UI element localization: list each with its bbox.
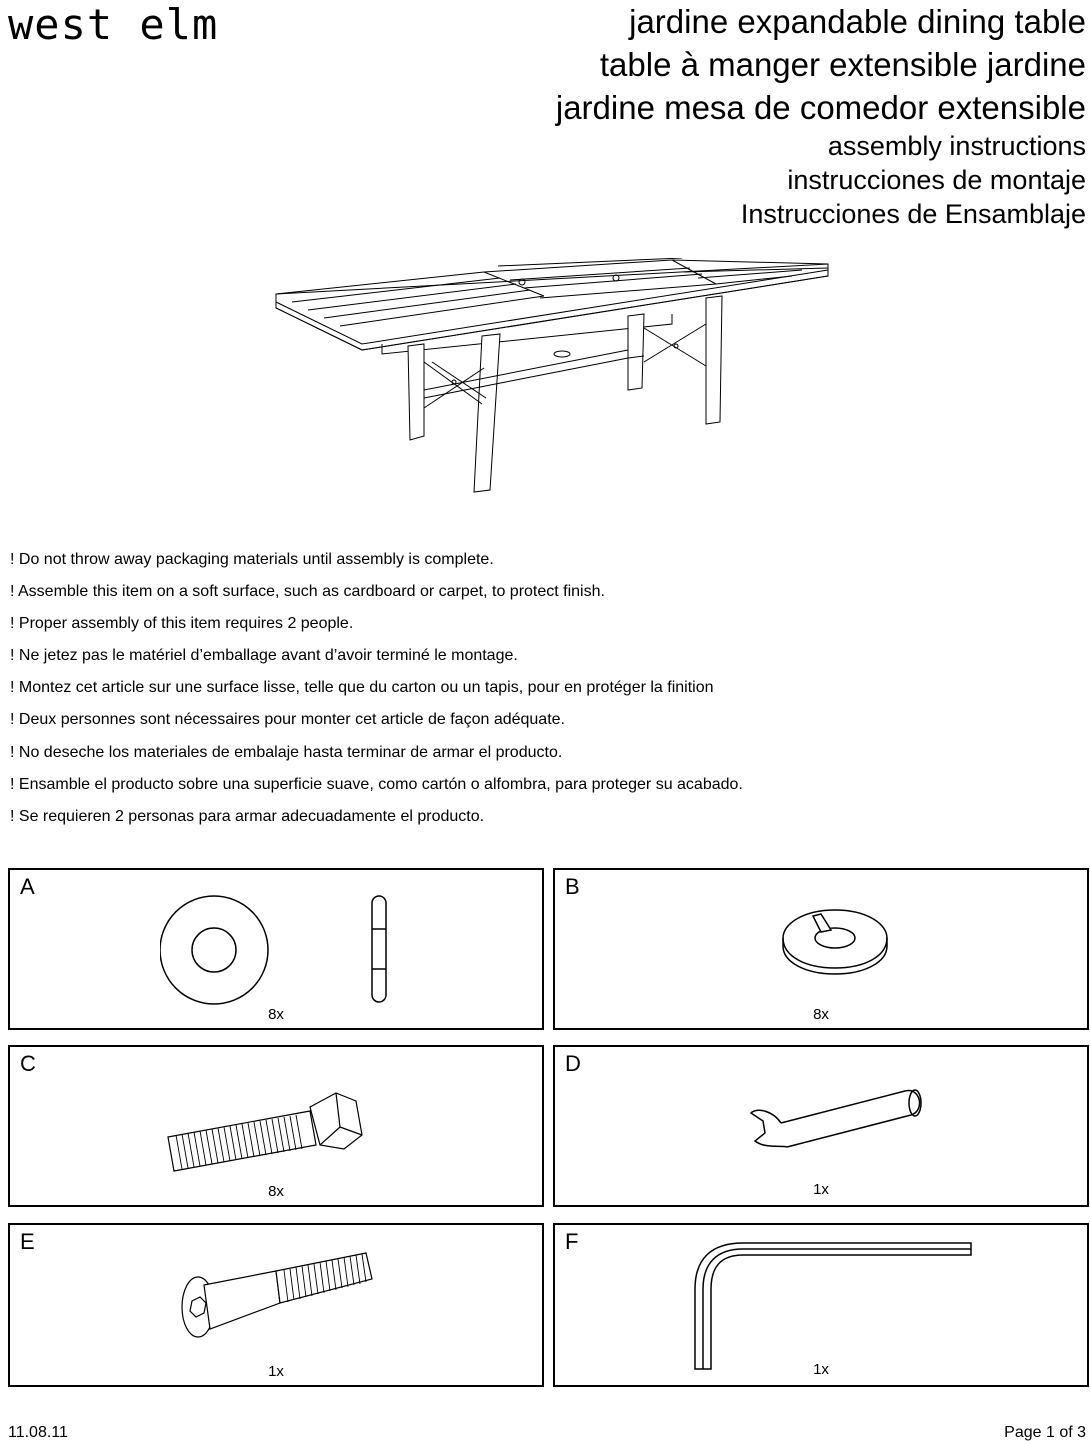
part-letter: E xyxy=(20,1229,35,1254)
part-letter: C xyxy=(20,1051,36,1076)
lock-washer-icon xyxy=(777,904,893,978)
wrench-icon xyxy=(745,1083,925,1163)
note-item: ! Proper assembly of this item requires 2 people. xyxy=(10,615,354,633)
part-box-c xyxy=(8,1045,544,1207)
assembly-notes xyxy=(10,544,743,833)
part-box-d xyxy=(553,1045,1089,1207)
title-es: jardine mesa de comedor extensible xyxy=(555,89,1086,126)
note-item: ! No deseche los materiales de embalaje hasta terminar de armar el producto. xyxy=(10,743,563,761)
table-illustration xyxy=(272,258,834,496)
part-letter: F xyxy=(565,1229,579,1254)
part-box-f xyxy=(553,1223,1089,1387)
part-qty: 1x xyxy=(813,1361,829,1378)
part-box-a xyxy=(8,868,544,1030)
note-item: ! Do not throw away packaging materials until assembly is complete. xyxy=(10,551,494,568)
subtitle-fr: instrucciones de montaje xyxy=(787,165,1086,195)
brand-logo: west elm xyxy=(8,0,219,49)
part-letter: A xyxy=(20,874,35,899)
allen-bolt-icon xyxy=(176,1245,386,1345)
note-item: ! Ensamble el producto sobre una superficie suave, como cartón o alfombra, para proteger su acabado. xyxy=(10,775,743,793)
washer-icon xyxy=(160,890,420,1010)
note-item: ! Assemble this item on a soft surface, such as cardboard or carpet, to protect finish. xyxy=(10,583,605,601)
part-box-e xyxy=(8,1223,544,1387)
part-qty: 8x xyxy=(813,1006,829,1023)
part-letter: D xyxy=(565,1051,581,1076)
hex-bolt-icon xyxy=(160,1087,370,1177)
part-qty: 8x xyxy=(268,1183,284,1200)
note-item: ! Se requieren 2 personas para armar adecuadamente el producto. xyxy=(10,807,485,825)
footer-page-number: Page 1 of 3 xyxy=(1004,1424,1086,1441)
footer-date: 11.08.11 xyxy=(8,1424,68,1441)
part-letter: B xyxy=(565,874,580,899)
note-item: ! Montez cet article sur une surface lisse, telle que du carton ou un tapis, pour en protéger la finition xyxy=(10,679,714,697)
title-en: jardine expandable dining table xyxy=(629,3,1086,40)
title-fr: table à manger extensible jardine xyxy=(599,46,1086,83)
subtitle-en: assembly instructions xyxy=(827,131,1086,161)
note-item: ! Deux personnes sont nécessaires pour monter cet article de façon adéquate. xyxy=(10,711,565,729)
part-qty: 1x xyxy=(813,1181,829,1198)
subtitle-es: Instrucciones de Ensamblaje xyxy=(740,199,1086,229)
allen-key-icon xyxy=(691,1239,975,1371)
title-block xyxy=(556,0,1086,231)
part-box-b xyxy=(553,868,1089,1030)
part-qty: 8x xyxy=(268,1006,284,1023)
note-item: ! Ne jetez pas le matériel d’emballage avant d’avoir terminé le montage. xyxy=(10,647,518,665)
part-qty: 1x xyxy=(268,1363,284,1380)
